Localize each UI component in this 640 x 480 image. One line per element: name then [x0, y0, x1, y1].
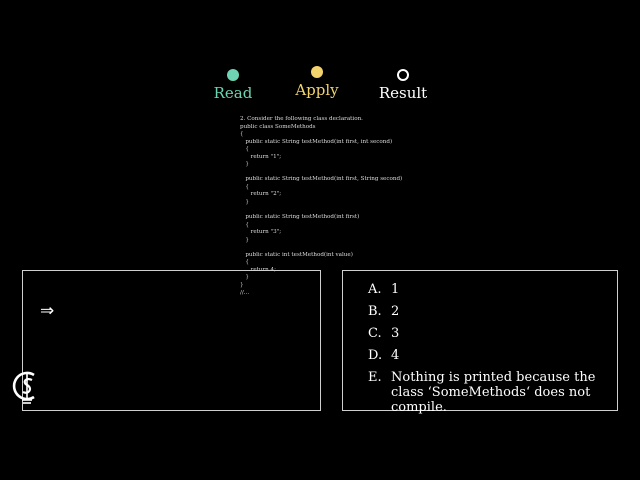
options-list: [368, 282, 608, 422]
code-line: return "2";: [240, 191, 282, 198]
code-line: {: [240, 146, 249, 153]
option-text: 3: [391, 326, 400, 341]
option-letter: D.: [368, 348, 383, 363]
option-text: 4: [391, 348, 400, 363]
code-line: //...: [240, 289, 250, 296]
code-line: public static int testMethod(int value): [240, 251, 353, 258]
code-line: public class SomeMethods: [240, 123, 316, 130]
code-line: public static String testMethod(int first, int second): [240, 138, 393, 145]
option-e[interactable]: [368, 370, 608, 415]
option-letter: E.: [368, 370, 382, 385]
code-line: [240, 207, 440, 215]
option-c[interactable]: [368, 326, 608, 341]
option-a[interactable]: [368, 282, 608, 297]
code-line: public static String testMethod(int first): [240, 214, 360, 221]
step-apply-label: Apply: [295, 81, 339, 99]
answer-options-panel: [342, 270, 618, 415]
option-b[interactable]: [368, 304, 608, 319]
code-line: {: [240, 131, 244, 138]
option-letter: A.: [368, 282, 382, 297]
code-line: }: [240, 274, 249, 281]
code-line: return 4;: [240, 266, 277, 273]
code-line: }: [240, 199, 249, 206]
option-text: 1: [391, 282, 400, 297]
step-read-dot-icon: [227, 69, 239, 81]
progress-steps: [0, 66, 640, 106]
code-line: {: [240, 183, 249, 190]
option-text: Nothing is printed because the class ‘SomeMethods‘ does not compile.: [391, 370, 596, 415]
answer-work-panel: [22, 270, 321, 411]
step-result[interactable]: [380, 69, 426, 102]
step-apply-dot-icon: [311, 66, 323, 78]
step-apply[interactable]: [294, 66, 340, 99]
code-line: }: [240, 282, 244, 289]
option-d[interactable]: [368, 348, 608, 363]
step-read[interactable]: [212, 69, 254, 102]
step-result-label: Result: [378, 84, 428, 102]
code-line: return "3";: [240, 229, 282, 236]
option-letter: B.: [368, 304, 382, 319]
code-line: return "1";: [240, 153, 282, 160]
code-line: }: [240, 236, 249, 243]
code-line: }: [240, 161, 249, 168]
code-line: {: [240, 259, 249, 266]
step-result-dot-icon: [397, 69, 409, 81]
code-line: 2. Consider the following class declaration.: [240, 116, 363, 122]
cs-lightbulb-logo-icon: [10, 368, 44, 406]
code-line: public static String testMethod(int first, String second): [240, 176, 403, 183]
code-line: {: [240, 221, 249, 228]
step-read-label: Read: [213, 84, 253, 102]
option-letter: C.: [368, 326, 382, 341]
arrow-right-icon: ⇒: [40, 301, 55, 321]
option-text: 2: [391, 304, 400, 319]
code-line: [240, 244, 440, 252]
